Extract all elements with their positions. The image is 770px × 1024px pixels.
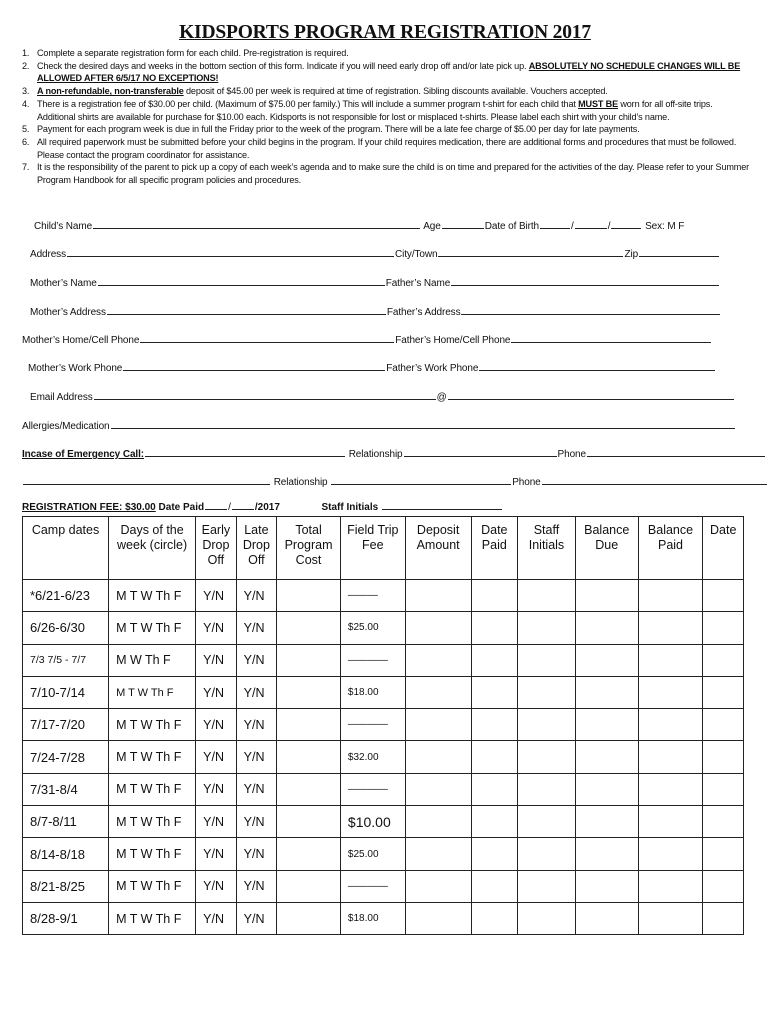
balance-paid-cell[interactable] <box>638 676 703 708</box>
column-header: Camp dates <box>23 517 109 580</box>
date-cell[interactable] <box>703 773 744 805</box>
total-cost-cell[interactable] <box>277 676 341 708</box>
table-row <box>23 838 744 870</box>
balance-paid-cell[interactable] <box>638 902 703 934</box>
address-label: Address <box>30 249 66 260</box>
camp-dates-cell: 7/3 7/5 - 7/7 <box>23 644 109 676</box>
date-paid-month-field[interactable] <box>205 500 227 510</box>
staff-initials-cell[interactable] <box>518 709 576 741</box>
days-of-week-cell[interactable]: M T W Th F <box>109 709 196 741</box>
total-cost-cell[interactable] <box>277 902 341 934</box>
late-drop-cell[interactable]: Y/N <box>236 676 277 708</box>
field-trip-fee-cell: $10.00 <box>340 806 405 838</box>
date-paid-year: /2017 <box>254 502 280 513</box>
father-home-phone-field[interactable] <box>511 333 711 343</box>
deposit-amount-cell[interactable] <box>405 676 471 708</box>
father-name-label: Father’s Name <box>385 278 451 289</box>
camp-dates-cell: 7/10-7/14 <box>23 676 109 708</box>
mother-home-phone-label: Mother’s Home/Cell Phone <box>22 335 140 346</box>
balance-due-cell[interactable] <box>575 612 638 644</box>
date-paid-cell[interactable] <box>471 902 518 934</box>
days-of-week-cell[interactable]: M T W Th F <box>109 580 196 612</box>
instruction-item <box>22 47 750 60</box>
table-row <box>23 806 744 838</box>
instruction-item <box>22 123 750 136</box>
email-row <box>30 390 735 403</box>
early-drop-cell[interactable]: Y/N <box>196 612 237 644</box>
mother-name-field[interactable] <box>98 276 385 286</box>
days-of-week-cell[interactable]: M T W Th F <box>109 773 196 805</box>
date-paid-cell[interactable] <box>471 644 518 676</box>
email-domain-field[interactable] <box>448 390 734 400</box>
age-label: Age <box>423 221 441 232</box>
balance-due-cell[interactable] <box>575 870 638 902</box>
address-row <box>30 247 720 260</box>
date-paid-cell[interactable] <box>471 870 518 902</box>
days-of-week-cell[interactable]: M T W Th F <box>109 902 196 934</box>
instruction-emphasis: A non-refundable, non-transferable <box>37 86 184 97</box>
zip-field[interactable] <box>639 247 719 257</box>
staff-initials-cell[interactable] <box>518 612 576 644</box>
late-drop-cell[interactable]: Y/N <box>236 838 277 870</box>
total-cost-cell[interactable] <box>277 741 341 773</box>
balance-paid-cell[interactable] <box>638 838 703 870</box>
date-cell[interactable] <box>703 902 744 934</box>
field-trip-fee-cell: $18.00 <box>340 902 405 934</box>
father-work-phone-label: Father’s Work Phone <box>386 363 479 374</box>
dob-month-field[interactable] <box>540 219 570 229</box>
father-address-field[interactable] <box>461 305 720 315</box>
instruction-text: deposit of $45.00 per week is required at time of registration. Sibling discounts available. Vouchers accepted. <box>183 86 608 97</box>
table-row <box>23 580 744 612</box>
total-cost-cell[interactable] <box>277 838 341 870</box>
days-of-week-cell[interactable]: M W Th F <box>109 644 196 676</box>
field-trip-fee-cell: ———— <box>340 644 405 676</box>
date-cell[interactable] <box>703 806 744 838</box>
instruction-item <box>22 60 750 85</box>
dob-day-field[interactable] <box>575 219 607 229</box>
date-cell[interactable] <box>703 580 744 612</box>
early-drop-cell[interactable]: Y/N <box>196 902 237 934</box>
balance-paid-cell[interactable] <box>638 612 703 644</box>
table-header-row <box>23 517 744 580</box>
registration-fee-label: REGISTRATION FEE: $30.00 <box>22 502 156 513</box>
balance-due-cell[interactable] <box>575 709 638 741</box>
table-row <box>23 902 744 934</box>
parent-name-row <box>30 276 720 289</box>
father-home-phone-label: Father’s Home/Cell Phone <box>395 335 511 346</box>
deposit-amount-cell[interactable] <box>405 709 471 741</box>
total-cost-cell[interactable] <box>277 580 341 612</box>
instruction-text: Check the desired days and weeks in the bottom section of this form. Indicate if you will need early drop off and/or late pick up. <box>37 60 529 71</box>
table-row <box>23 741 744 773</box>
camp-dates-cell: 8/14-8/18 <box>23 838 109 870</box>
instruction-number: 5. <box>22 124 30 135</box>
relationship-2-field[interactable] <box>331 475 511 485</box>
instruction-text: All required paperwork must be submitted before your child begins in the program. If your child requires medication, there are additional forms and procedures that must be followed. Please contact the program coordinator for assistance. <box>37 136 737 160</box>
date-cell[interactable] <box>703 870 744 902</box>
table-row <box>23 773 744 805</box>
column-header: Balance Due <box>575 517 638 580</box>
phone-2-field[interactable] <box>542 475 767 485</box>
zip-label: Zip <box>624 249 639 260</box>
relationship-field[interactable] <box>404 447 557 457</box>
balance-due-cell[interactable] <box>575 773 638 805</box>
date-paid-cell[interactable] <box>471 773 518 805</box>
field-trip-fee-cell: $18.00 <box>340 676 405 708</box>
balance-paid-cell[interactable] <box>638 741 703 773</box>
balance-due-cell[interactable] <box>575 676 638 708</box>
relationship-label: Relationship <box>348 449 403 460</box>
deposit-amount-cell[interactable] <box>405 580 471 612</box>
date-paid-day-field[interactable] <box>232 500 254 510</box>
table-row <box>23 870 744 902</box>
date-paid-cell[interactable] <box>471 741 518 773</box>
date-paid-cell[interactable] <box>471 612 518 644</box>
deposit-amount-cell[interactable] <box>405 644 471 676</box>
instruction-item <box>22 98 750 123</box>
camp-schedule-table <box>22 516 744 935</box>
column-header: Days of the week (circle) <box>109 517 196 580</box>
emergency-label: Incase of Emergency Call: <box>22 449 144 460</box>
early-drop-cell[interactable]: Y/N <box>196 773 237 805</box>
allergies-row <box>22 419 736 432</box>
mother-address-field[interactable] <box>107 305 386 315</box>
email-user-field[interactable] <box>94 390 436 400</box>
staff-initials-field[interactable] <box>382 500 502 510</box>
date-paid-cell[interactable] <box>471 676 518 708</box>
days-of-week-cell[interactable]: M T W Th F <box>109 806 196 838</box>
dob-label: Date of Birth <box>484 221 540 232</box>
relationship-2-label: Relationship <box>273 477 328 488</box>
father-work-phone-field[interactable] <box>479 361 715 371</box>
column-header: Early Drop Off <box>196 517 237 580</box>
camp-dates-cell: 8/28-9/1 <box>23 902 109 934</box>
father-name-field[interactable] <box>451 276 719 286</box>
instruction-text: It is the responsibility of the parent to pick up a copy of each week’s agenda and to make sure the child is on time and prepared for the activities of the day. Please refer to your Summer Program Handbook for all specific program policies and procedures. <box>37 162 749 186</box>
allergies-label: Allergies/Medication <box>22 421 110 432</box>
camp-dates-cell: *6/21-6/23 <box>23 580 109 612</box>
phone-2-label: Phone <box>512 477 541 488</box>
instruction-item <box>22 161 750 186</box>
registration-fee-row: REGISTRATION FEE: $30.00 Date Paid / /2017 Staff Initials <box>22 500 503 513</box>
instruction-text: worn for all off-site trips. Additional shirts are available for purchase for $10.00 each. Kidsports is not responsible for lost or misplaced t-shirts. Please label each shirt with your child’s name. <box>37 98 713 122</box>
staff-initials-cell[interactable] <box>518 902 576 934</box>
instruction-number: 7. <box>22 162 30 173</box>
early-drop-cell[interactable]: Y/N <box>196 644 237 676</box>
phone-label: Phone <box>557 449 586 460</box>
table-row <box>23 612 744 644</box>
email-at: @ <box>436 392 447 403</box>
balance-paid-cell[interactable] <box>638 870 703 902</box>
column-header: Field Trip Fee <box>340 517 405 580</box>
early-drop-cell[interactable]: Y/N <box>196 709 237 741</box>
phone-field[interactable] <box>587 447 765 457</box>
age-field[interactable] <box>442 219 484 229</box>
days-of-week-cell[interactable]: M T W Th F <box>109 870 196 902</box>
mother-work-phone-label: Mother’s Work Phone <box>28 363 123 374</box>
deposit-amount-cell[interactable] <box>405 773 471 805</box>
late-drop-cell[interactable]: Y/N <box>236 580 277 612</box>
instruction-text: There is a registration fee of $30.00 per child. (Maximum of $75.00 per family.) This will include a summer program t-shirt for each child that <box>37 98 579 109</box>
balance-paid-cell[interactable] <box>638 709 703 741</box>
staff-initials-cell[interactable] <box>518 644 576 676</box>
camp-dates-cell: 7/31-8/4 <box>23 773 109 805</box>
instruction-number: 4. <box>22 98 30 109</box>
date-cell[interactable] <box>703 676 744 708</box>
child-name-label: Child’s Name <box>34 221 93 232</box>
deposit-amount-cell[interactable] <box>405 741 471 773</box>
field-trip-fee-cell: $25.00 <box>340 838 405 870</box>
date-paid-cell[interactable] <box>471 709 518 741</box>
instruction-emphasis: MUST BE <box>578 98 618 109</box>
emergency-name-field[interactable] <box>145 447 345 457</box>
staff-initials-cell[interactable] <box>518 741 576 773</box>
dob-year-field[interactable] <box>611 219 641 229</box>
date-cell[interactable] <box>703 741 744 773</box>
balance-due-cell[interactable] <box>575 741 638 773</box>
mother-home-phone-field[interactable] <box>140 333 394 343</box>
instruction-number: 3. <box>22 86 30 97</box>
field-trip-fee-cell: ———— <box>340 870 405 902</box>
total-cost-cell[interactable] <box>277 612 341 644</box>
balance-paid-cell[interactable] <box>638 580 703 612</box>
mother-name-label: Mother’s Name <box>30 278 97 289</box>
staff-initials-cell[interactable] <box>518 773 576 805</box>
column-header: Deposit Amount <box>405 517 471 580</box>
late-drop-cell[interactable]: Y/N <box>236 806 277 838</box>
date-cell[interactable] <box>703 838 744 870</box>
deposit-amount-cell[interactable] <box>405 870 471 902</box>
balance-due-cell[interactable] <box>575 580 638 612</box>
date-cell[interactable] <box>703 709 744 741</box>
deposit-amount-cell[interactable] <box>405 838 471 870</box>
date-paid-label: Date Paid <box>158 502 205 513</box>
days-of-week-cell[interactable]: M T W Th F <box>109 838 196 870</box>
late-drop-cell[interactable]: Y/N <box>236 773 277 805</box>
staff-initials-cell[interactable] <box>518 580 576 612</box>
early-drop-cell[interactable]: Y/N <box>196 741 237 773</box>
camp-dates-cell: 7/17-7/20 <box>23 709 109 741</box>
instruction-item <box>22 136 750 161</box>
balance-due-cell[interactable] <box>575 644 638 676</box>
emergency-row-1 <box>22 447 766 460</box>
camp-dates-cell: 6/26-6/30 <box>23 612 109 644</box>
balance-paid-cell[interactable] <box>638 644 703 676</box>
child-info-row: Child’s Name Age Date of Birth / / Sex: M F <box>34 221 685 232</box>
father-address-label: Father’s Address <box>386 307 461 318</box>
staff-initials-cell[interactable] <box>518 806 576 838</box>
total-cost-cell[interactable] <box>277 806 341 838</box>
deposit-amount-cell[interactable] <box>405 902 471 934</box>
emergency-row-2 <box>22 475 768 488</box>
emergency-name-2-field[interactable] <box>23 475 270 485</box>
child-name-field[interactable] <box>93 219 420 229</box>
total-cost-cell[interactable] <box>277 644 341 676</box>
column-header: Date Paid <box>471 517 518 580</box>
late-drop-cell[interactable]: Y/N <box>236 870 277 902</box>
camp-dates-cell: 8/7-8/11 <box>23 806 109 838</box>
early-drop-cell[interactable]: Y/N <box>196 806 237 838</box>
late-drop-cell[interactable]: Y/N <box>236 902 277 934</box>
date-paid-cell[interactable] <box>471 806 518 838</box>
column-header: Late Drop Off <box>236 517 277 580</box>
mother-address-label: Mother’s Address <box>30 307 106 318</box>
total-cost-cell[interactable] <box>277 870 341 902</box>
field-trip-fee-cell: $25.00 <box>340 612 405 644</box>
balance-due-cell[interactable] <box>575 806 638 838</box>
instruction-number: 1. <box>22 48 30 58</box>
balance-paid-cell[interactable] <box>638 806 703 838</box>
home-phone-row <box>22 333 712 346</box>
field-trip-fee-cell: ——— <box>340 580 405 612</box>
staff-initials-cell[interactable] <box>518 870 576 902</box>
early-drop-cell[interactable]: Y/N <box>196 838 237 870</box>
column-header: Staff Initials <box>518 517 576 580</box>
staff-initials-cell[interactable] <box>518 838 576 870</box>
date-cell[interactable] <box>703 612 744 644</box>
total-cost-cell[interactable] <box>277 709 341 741</box>
instruction-number: 6. <box>22 136 30 147</box>
balance-due-cell[interactable] <box>575 902 638 934</box>
camp-dates-cell: 7/24-7/28 <box>23 741 109 773</box>
deposit-amount-cell[interactable] <box>405 612 471 644</box>
late-drop-cell[interactable]: Y/N <box>236 644 277 676</box>
late-drop-cell[interactable]: Y/N <box>236 741 277 773</box>
email-label: Email Address <box>30 392 93 403</box>
column-header: Total Program Cost <box>277 517 341 580</box>
late-drop-cell[interactable]: Y/N <box>236 709 277 741</box>
deposit-amount-cell[interactable] <box>405 806 471 838</box>
instruction-emphasis: ABSOLUTELY NO SCHEDULE CHANGES WILL BE ALLOWED AFTER 6/5/17 NO EXCEPTIONS! <box>37 60 741 84</box>
instruction-text: Complete a separate registration form for each child. Pre-registration is required. <box>37 48 349 58</box>
sex-label[interactable]: Sex: M F <box>645 221 685 232</box>
staff-initials-label: Staff Initials <box>321 502 379 513</box>
date-cell[interactable] <box>703 644 744 676</box>
allergies-field[interactable] <box>111 419 735 429</box>
total-cost-cell[interactable] <box>277 773 341 805</box>
instructions-list <box>22 47 750 187</box>
field-trip-fee-cell: ———— <box>340 773 405 805</box>
late-drop-cell[interactable]: Y/N <box>236 612 277 644</box>
city-field[interactable] <box>438 247 623 257</box>
instruction-item <box>22 85 750 98</box>
date-paid-cell[interactable] <box>471 838 518 870</box>
early-drop-cell[interactable]: Y/N <box>196 870 237 902</box>
balance-due-cell[interactable] <box>575 838 638 870</box>
instruction-text: Payment for each program week is due in full the Friday prior to the week of the program. There will be a late fee charge of $5.00 per day for late payments. <box>37 124 640 135</box>
days-of-week-cell[interactable]: M T W Th F <box>109 741 196 773</box>
city-label: City/Town <box>395 249 438 260</box>
field-trip-fee-cell: $32.00 <box>340 741 405 773</box>
staff-initials-cell[interactable] <box>518 676 576 708</box>
table-row <box>23 644 744 676</box>
work-phone-row <box>28 361 716 374</box>
balance-paid-cell[interactable] <box>638 773 703 805</box>
table-row <box>23 676 744 708</box>
early-drop-cell[interactable]: Y/N <box>196 580 237 612</box>
column-header: Date <box>703 517 744 580</box>
mother-work-phone-field[interactable] <box>123 361 385 371</box>
days-of-week-cell[interactable]: M T W Th F <box>109 612 196 644</box>
parent-address-row <box>30 305 721 318</box>
camp-dates-cell: 8/21-8/25 <box>23 870 109 902</box>
address-field[interactable] <box>67 247 394 257</box>
days-of-week-cell[interactable]: M T W Th F <box>109 676 196 708</box>
column-header: Balance Paid <box>638 517 703 580</box>
instruction-number: 2. <box>22 60 30 71</box>
page-title: KIDSPORTS PROGRAM REGISTRATION 2017 <box>179 22 591 43</box>
table-row <box>23 709 744 741</box>
field-trip-fee-cell: ———— <box>340 709 405 741</box>
early-drop-cell[interactable]: Y/N <box>196 676 237 708</box>
date-paid-cell[interactable] <box>471 580 518 612</box>
